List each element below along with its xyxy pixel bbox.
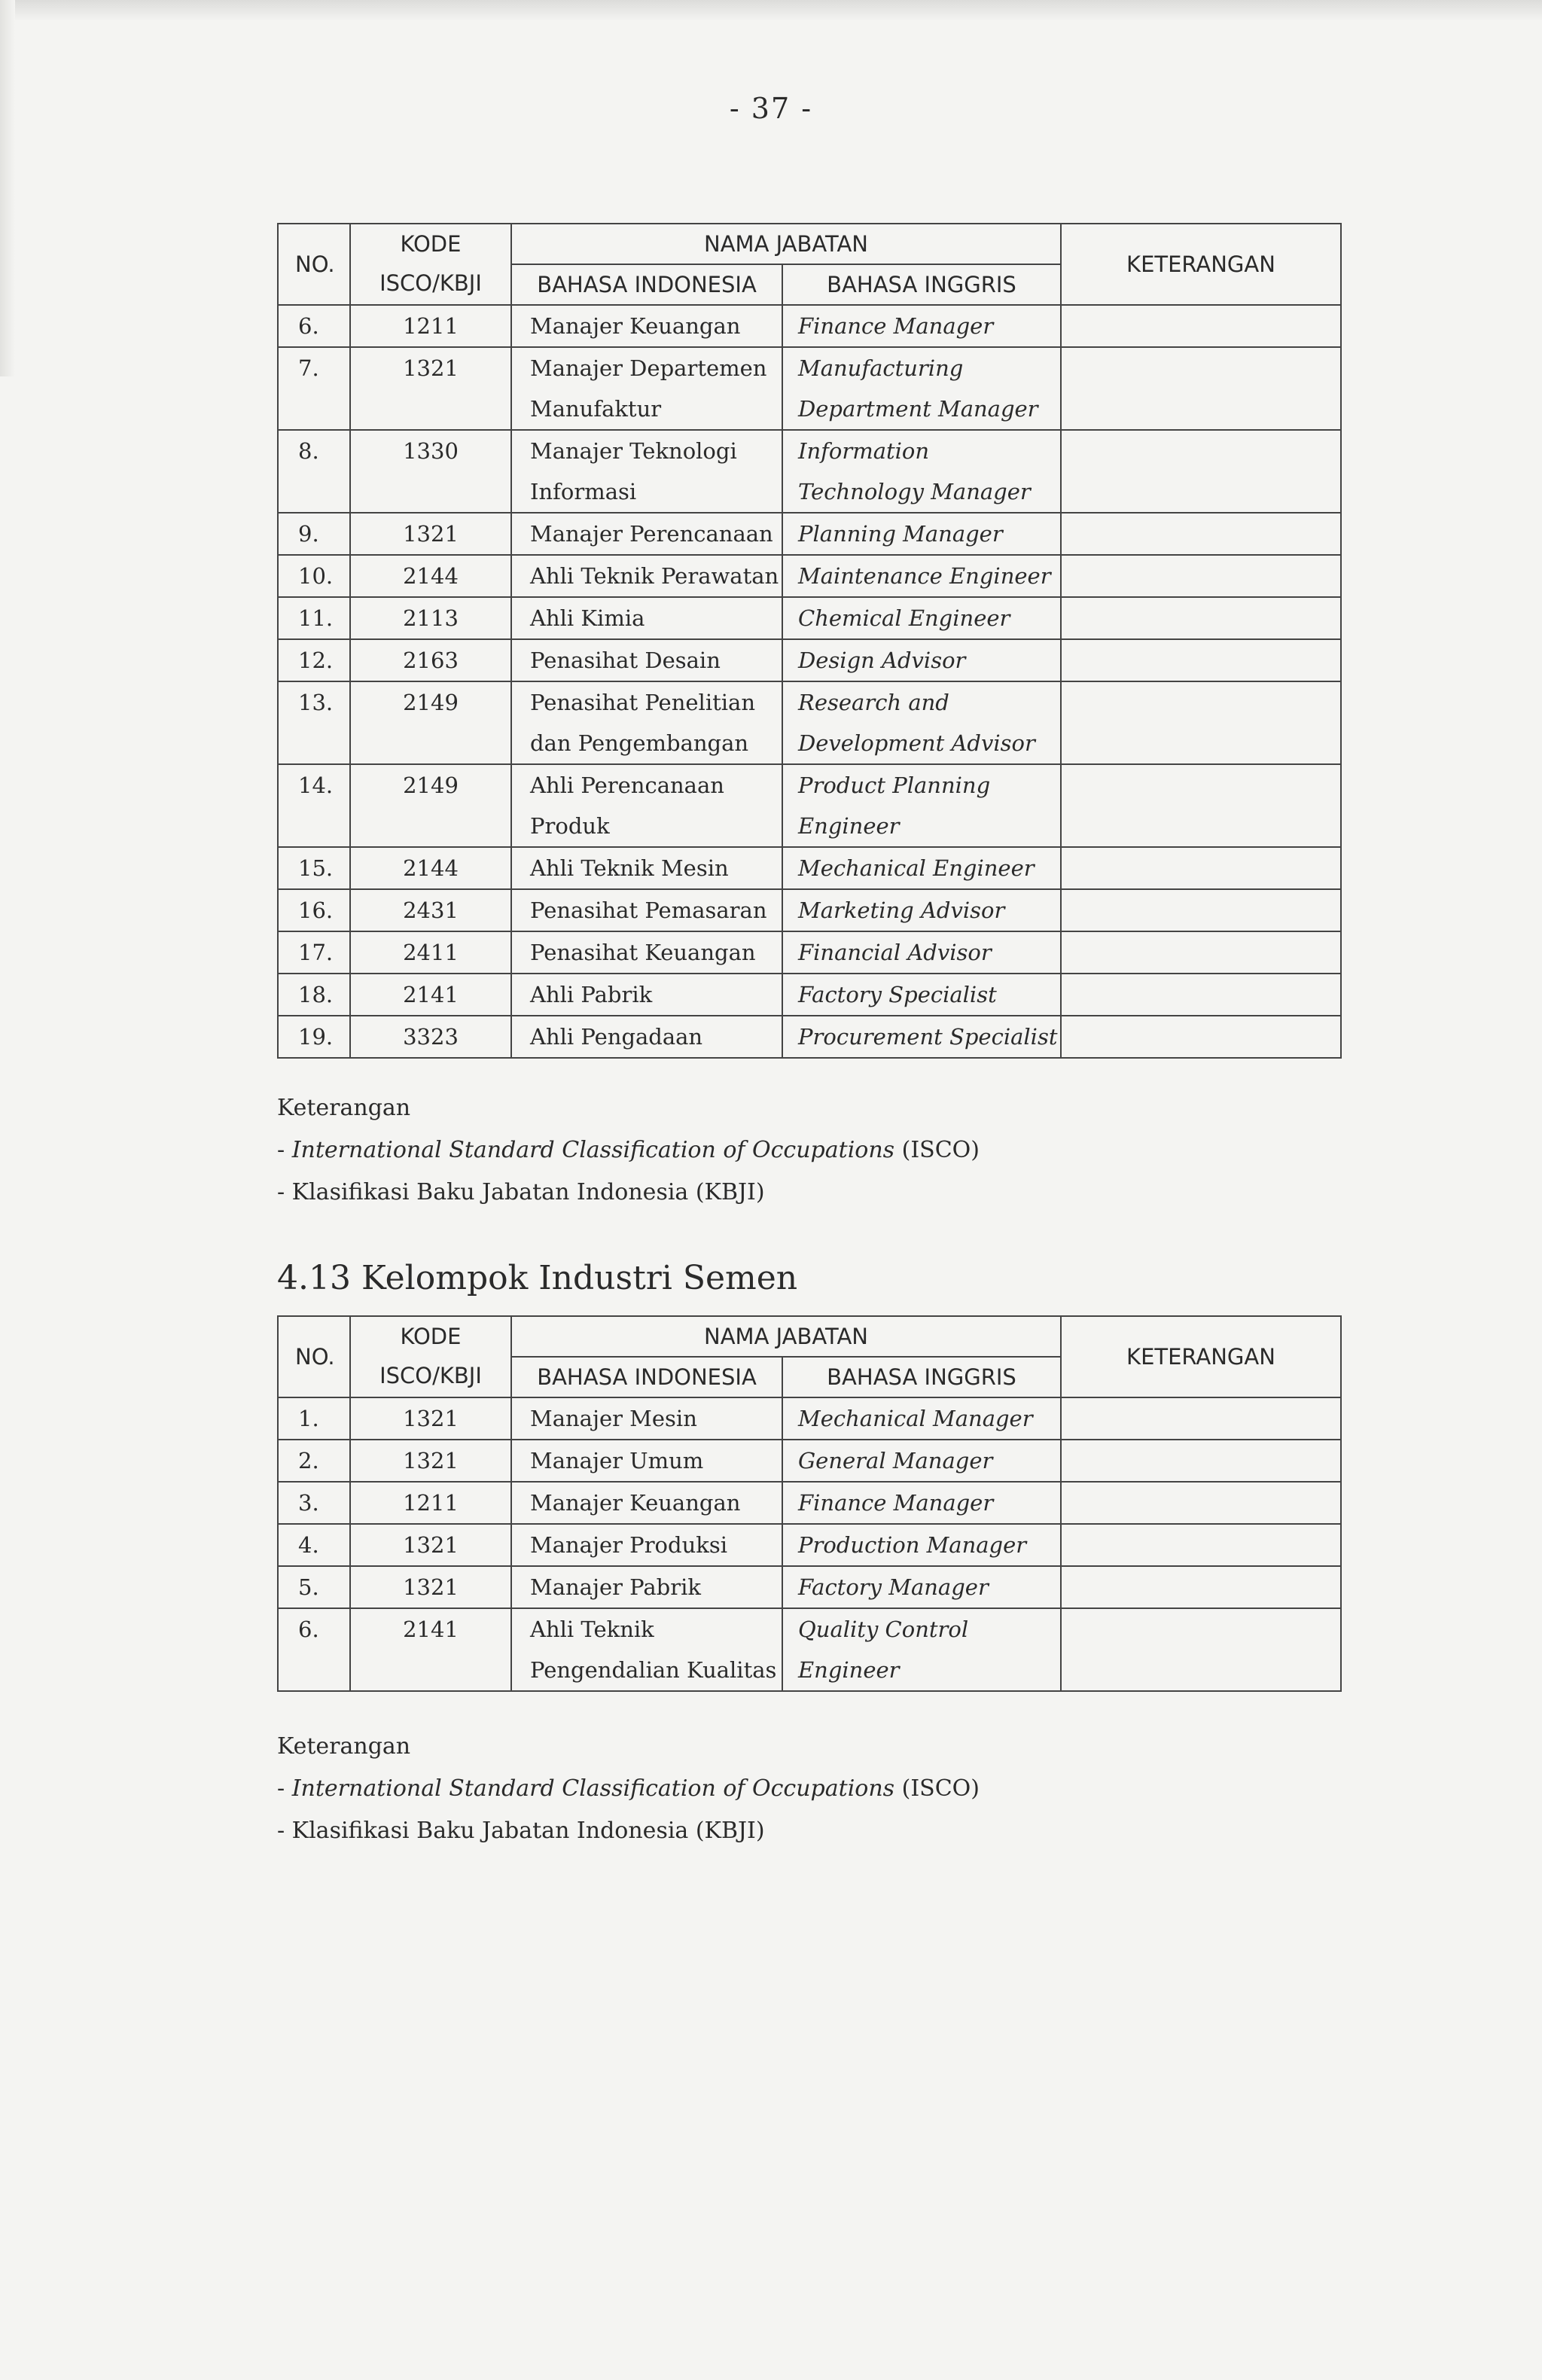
row-nama-indonesia: Ahli Teknik Mesin (511, 847, 782, 889)
row-kode: 1211 (350, 305, 511, 347)
row-nama-inggris: Finance Manager (782, 305, 1061, 347)
header-kode (350, 224, 511, 305)
row-kode: 1321 (350, 1440, 511, 1482)
row-nama-indonesia: Ahli Kimia (511, 597, 782, 639)
row-nama-indonesia: Manajer Departemen Manufaktur (511, 347, 782, 430)
note-isco-suffix: (ISCO) (894, 1775, 980, 1802)
table-row (278, 597, 1341, 639)
row-kode: 2431 (350, 889, 511, 931)
row-keterangan (1061, 1524, 1341, 1566)
row-keterangan (1061, 1566, 1341, 1608)
row-nama-indonesia: Penasihat Pemasaran (511, 889, 782, 931)
row-kode: 2144 (350, 847, 511, 889)
row-keterangan (1061, 1482, 1341, 1524)
row-nama-indonesia: Manajer Keuangan (511, 1482, 782, 1524)
table-row (278, 1440, 1341, 1482)
table-row (278, 347, 1341, 430)
note-title: Keterangan (277, 1095, 411, 1121)
scan-top-shadow (0, 0, 1542, 21)
page-number: - 37 - (729, 92, 813, 125)
header-nama-jabatan: NAMA JABATAN (511, 1316, 1061, 1357)
row-keterangan (1061, 513, 1341, 555)
note-isco-suffix: (ISCO) (894, 1137, 980, 1163)
row-keterangan (1061, 1397, 1341, 1440)
row-keterangan (1061, 1608, 1341, 1691)
row-keterangan (1061, 1016, 1341, 1058)
row-no: 6. (278, 305, 350, 347)
row-kode: 2141 (350, 1608, 511, 1691)
row-keterangan (1061, 974, 1341, 1016)
row-nama-inggris: Maintenance Engineer (782, 555, 1061, 597)
table-row (278, 1482, 1341, 1524)
row-nama-inggris: Finance Manager (782, 1482, 1061, 1524)
row-no: 5. (278, 1566, 350, 1608)
row-no: 7. (278, 347, 350, 430)
row-kode: 1211 (350, 1482, 511, 1524)
table-row (278, 889, 1341, 931)
table-row (278, 847, 1341, 889)
header-no: NO. (278, 224, 350, 305)
note-isco-italic: International Standard Classification of Occupations (291, 1137, 895, 1163)
row-no: 8. (278, 430, 350, 513)
row-keterangan (1061, 305, 1341, 347)
note-line-isco (277, 1768, 980, 1810)
row-kode: 3323 (350, 1016, 511, 1058)
row-no: 2. (278, 1440, 350, 1482)
row-keterangan (1061, 430, 1341, 513)
header-kode-line2: ISCO/KBJI (379, 1363, 482, 1388)
row-nama-inggris: Planning Manager (782, 513, 1061, 555)
header-bahasa-inggris: BAHASA INGGRIS (782, 264, 1061, 305)
row-nama-indonesia: Manajer Teknologi Informasi (511, 430, 782, 513)
table-row (278, 1566, 1341, 1608)
note-dash: - (277, 1137, 292, 1163)
table-header (278, 1316, 1341, 1397)
row-nama-indonesia: Ahli Perencanaan Produk (511, 764, 782, 847)
row-no: 6. (278, 1608, 350, 1691)
row-nama-inggris: Product Planning Engineer (782, 764, 1061, 847)
job-table-2 (277, 1315, 1342, 1692)
note-line-kbji: - Klasifikasi Baku Jabatan Indonesia (KBJI) (277, 1179, 765, 1205)
row-nama-indonesia: Manajer Keuangan (511, 305, 782, 347)
row-nama-inggris: Production Manager (782, 1524, 1061, 1566)
row-kode: 1330 (350, 430, 511, 513)
row-keterangan (1061, 847, 1341, 889)
row-nama-inggris: Manufacturing Department Manager (782, 347, 1061, 430)
note-line-kbji: - Klasifikasi Baku Jabatan Indonesia (KBJI) (277, 1818, 765, 1844)
row-no: 16. (278, 889, 350, 931)
table-body (278, 305, 1341, 1058)
row-nama-inggris: Factory Manager (782, 1566, 1061, 1608)
row-kode: 2149 (350, 681, 511, 764)
row-nama-inggris: Financial Advisor (782, 931, 1061, 974)
table-row (278, 974, 1341, 1016)
row-keterangan (1061, 764, 1341, 847)
row-nama-indonesia: Manajer Umum (511, 1440, 782, 1482)
row-no: 12. (278, 639, 350, 681)
row-no: 18. (278, 974, 350, 1016)
table-row (278, 764, 1341, 847)
table-row (278, 1608, 1341, 1691)
row-no: 10. (278, 555, 350, 597)
row-nama-inggris: Procurement Specialist (782, 1016, 1061, 1058)
row-kode: 2144 (350, 555, 511, 597)
row-no: 19. (278, 1016, 350, 1058)
row-nama-indonesia: Manajer Produksi (511, 1524, 782, 1566)
header-keterangan: KETERANGAN (1061, 224, 1341, 305)
table-row (278, 639, 1341, 681)
row-no: 3. (278, 1482, 350, 1524)
header-bahasa-indonesia: BAHASA INDONESIA (511, 264, 782, 305)
row-nama-inggris: Factory Specialist (782, 974, 1061, 1016)
row-no: 9. (278, 513, 350, 555)
row-kode: 2163 (350, 639, 511, 681)
table-row (278, 1016, 1341, 1058)
table-row (278, 555, 1341, 597)
note-isco-italic: International Standard Classification of Occupations (291, 1775, 895, 1802)
table-header (278, 224, 1341, 305)
row-nama-indonesia: Ahli Teknik Perawatan (511, 555, 782, 597)
header-kode-line1: KODE (400, 231, 462, 257)
row-kode: 2149 (350, 764, 511, 847)
row-no: 4. (278, 1524, 350, 1566)
row-nama-indonesia: Ahli Pengadaan (511, 1016, 782, 1058)
row-nama-indonesia: Penasihat Keuangan (511, 931, 782, 974)
header-keterangan: KETERANGAN (1061, 1316, 1341, 1397)
row-nama-inggris: Mechanical Engineer (782, 847, 1061, 889)
header-kode-line2: ISCO/KBJI (379, 270, 482, 296)
row-nama-indonesia: Penasihat Desain (511, 639, 782, 681)
row-no: 11. (278, 597, 350, 639)
row-kode: 1321 (350, 513, 511, 555)
row-nama-indonesia: Penasihat Penelitian dan Pengembangan (511, 681, 782, 764)
table-row (278, 305, 1341, 347)
row-kode: 2141 (350, 974, 511, 1016)
row-kode: 1321 (350, 1397, 511, 1440)
row-nama-inggris: Design Advisor (782, 639, 1061, 681)
table-row (278, 430, 1341, 513)
header-nama-jabatan: NAMA JABATAN (511, 224, 1061, 264)
note-keterangan-1 (277, 1087, 980, 1214)
table-row (278, 513, 1341, 555)
row-no: 13. (278, 681, 350, 764)
note-dash: - (277, 1775, 292, 1802)
row-keterangan (1061, 889, 1341, 931)
section-title: 4.13 Kelompok Industri Semen (277, 1259, 798, 1297)
header-bahasa-inggris: BAHASA INGGRIS (782, 1357, 1061, 1397)
row-nama-indonesia: Manajer Pabrik (511, 1566, 782, 1608)
row-nama-indonesia: Manajer Mesin (511, 1397, 782, 1440)
row-nama-inggris: Mechanical Manager (782, 1397, 1061, 1440)
row-keterangan (1061, 639, 1341, 681)
scan-left-shadow (0, 0, 15, 376)
table-row (278, 681, 1341, 764)
row-keterangan (1061, 1440, 1341, 1482)
header-kode-line1: KODE (400, 1324, 462, 1349)
table-row (278, 931, 1341, 974)
row-keterangan (1061, 681, 1341, 764)
table-row (278, 1524, 1341, 1566)
row-kode: 2411 (350, 931, 511, 974)
note-line-isco (277, 1129, 980, 1172)
row-nama-inggris: Quality Control Engineer (782, 1608, 1061, 1691)
table-body (278, 1397, 1341, 1691)
row-nama-indonesia: Ahli Teknik Pengendalian Kualitas (511, 1608, 782, 1691)
header-kode (350, 1316, 511, 1397)
row-keterangan (1061, 597, 1341, 639)
row-no: 15. (278, 847, 350, 889)
row-nama-indonesia: Manajer Perencanaan (511, 513, 782, 555)
row-no: 14. (278, 764, 350, 847)
row-kode: 1321 (350, 1566, 511, 1608)
table-row (278, 1397, 1341, 1440)
note-title: Keterangan (277, 1733, 411, 1760)
row-kode: 2113 (350, 597, 511, 639)
row-kode: 1321 (350, 347, 511, 430)
row-nama-inggris: Information Technology Manager (782, 430, 1061, 513)
row-nama-inggris: General Manager (782, 1440, 1061, 1482)
row-nama-inggris: Marketing Advisor (782, 889, 1061, 931)
row-nama-inggris: Chemical Engineer (782, 597, 1061, 639)
job-table-1 (277, 223, 1342, 1059)
header-bahasa-indonesia: BAHASA INDONESIA (511, 1357, 782, 1397)
row-kode: 1321 (350, 1524, 511, 1566)
row-no: 17. (278, 931, 350, 974)
row-no: 1. (278, 1397, 350, 1440)
header-no: NO. (278, 1316, 350, 1397)
row-nama-indonesia: Ahli Pabrik (511, 974, 782, 1016)
row-keterangan (1061, 931, 1341, 974)
note-keterangan-2 (277, 1726, 980, 1852)
row-keterangan (1061, 555, 1341, 597)
row-keterangan (1061, 347, 1341, 430)
row-nama-inggris: Research and Development Advisor (782, 681, 1061, 764)
